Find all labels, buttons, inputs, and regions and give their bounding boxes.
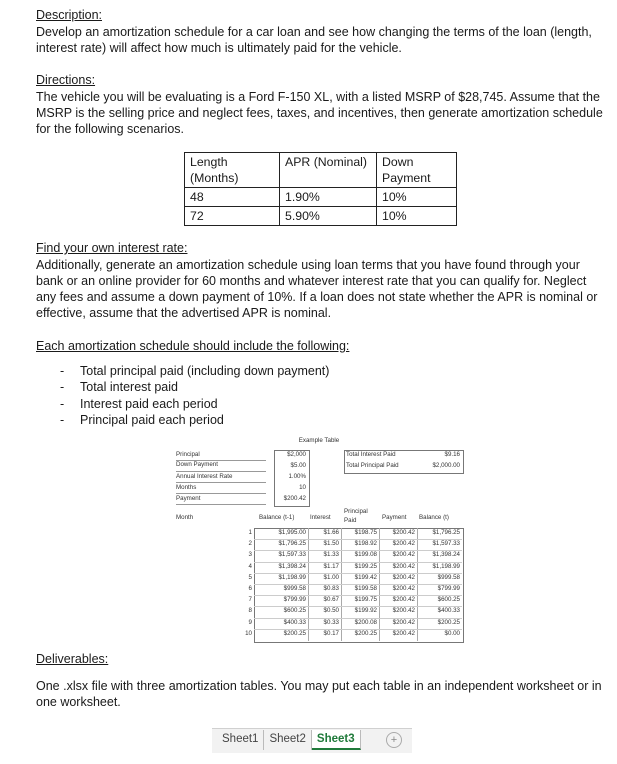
schedule-cell: $200.42 — [392, 551, 415, 559]
schedule-cell: $1.17 — [323, 562, 339, 570]
schedule-cell: $1,597.33 — [432, 540, 460, 548]
table-header-cell: APR (Nominal) — [280, 153, 377, 188]
schedule-cell: $1,398.24 — [432, 551, 460, 559]
total-value: $9.16 — [444, 451, 460, 458]
month-cell: 1 — [248, 529, 252, 536]
table-header-cell: Down Payment — [377, 153, 457, 188]
param-label: Payment — [176, 495, 201, 502]
total-label: Total Interest Paid — [346, 451, 396, 458]
schedule-cell: $1,198.99 — [278, 573, 306, 581]
deliverables-text — [36, 678, 602, 710]
param-value: 10 — [299, 484, 306, 491]
list-item: - Interest paid each period — [60, 396, 218, 411]
schedule-cell: $200.42 — [392, 596, 415, 604]
table-cell: 72 — [185, 207, 280, 226]
description-line: interest rate) will affect how much is ultimately paid for the vehicle. — [36, 41, 402, 55]
schedule-cell: $1,796.25 — [278, 540, 306, 548]
table-cell: 10% — [377, 207, 457, 226]
directions-line: for the following scenarios. — [36, 122, 184, 136]
table-cell: 5.90% — [280, 207, 377, 226]
schedule-cell: $999.58 — [283, 585, 306, 592]
schedule-cell: $1,198.99 — [432, 562, 460, 570]
divider — [176, 471, 266, 472]
table-row — [185, 153, 457, 188]
schedule-cell: $0.17 — [323, 629, 339, 637]
param-label: Months — [176, 484, 197, 491]
param-label: Down Payment — [176, 461, 218, 468]
month-cell: 10 — [245, 629, 252, 637]
month-cell: 8 — [248, 607, 252, 615]
row-divider — [254, 629, 462, 630]
own-rate-text — [36, 257, 597, 321]
schedule-cell: $200.42 — [392, 573, 415, 581]
schedule-cell: $199.08 — [354, 551, 377, 559]
description-text — [36, 24, 592, 56]
schedule-header: Month — [176, 514, 194, 521]
row-divider — [254, 618, 462, 619]
sheet-tabs — [217, 730, 361, 750]
divider — [176, 504, 266, 505]
directions-heading: Directions: — [36, 73, 96, 87]
row-divider — [254, 584, 462, 585]
directions-line: The vehicle you will be evaluating is a Ford F-150 XL, with a listed MSRP of $28,745. Assume that the — [36, 90, 600, 104]
schedule-cell: $1.66 — [323, 529, 339, 536]
row-divider — [254, 550, 462, 551]
deliverables-line: One .xlsx file with three amortization tables. You may put each table in an independent worksheet or in — [36, 679, 602, 693]
schedule-cell: $200.25 — [354, 629, 377, 637]
scenario-table — [184, 152, 457, 226]
schedule-cell: $600.25 — [283, 607, 306, 615]
schedule-cell: $199.92 — [354, 607, 377, 615]
row-divider — [254, 595, 462, 596]
table-cell: 48 — [185, 188, 280, 207]
table-cell: 1.90% — [280, 188, 377, 207]
param-value: $2,000 — [287, 451, 306, 458]
own-rate-line: bank or an online provider for 60 months and whatever interest rate that you can qualify for. Neglect — [36, 274, 587, 288]
schedule-cell: $199.25 — [354, 562, 377, 570]
directions-text — [36, 89, 603, 137]
param-value: 1.00% — [288, 473, 306, 480]
row-divider — [254, 562, 462, 563]
schedule-cell: $1.00 — [323, 573, 339, 581]
schedule-cell: $200.25 — [437, 618, 460, 626]
schedule-cell: $1,995.00 — [278, 529, 306, 536]
deliverables-heading: Deliverables: — [36, 652, 109, 666]
divider — [176, 482, 266, 483]
table-cell: 10% — [377, 188, 457, 207]
schedule-cell: $200.42 — [392, 607, 415, 615]
schedule-header: Balance (t) — [419, 514, 449, 521]
deliverables-line: one worksheet. — [36, 695, 121, 709]
schedule-cell: $799.99 — [437, 585, 460, 592]
param-label: Annual Interest Rate — [176, 473, 233, 480]
schedule-header: Interest — [310, 514, 331, 521]
list-item: - Total interest paid — [60, 380, 178, 395]
param-value: $5.00 — [290, 462, 306, 469]
table-row — [185, 207, 457, 226]
schedule-cell: $199.75 — [354, 596, 377, 604]
row-divider — [254, 573, 462, 574]
schedule-include-list — [60, 363, 329, 428]
description-line: Develop an amortization schedule for a car loan and see how changing the terms of the loan (length, — [36, 25, 592, 39]
table-row — [185, 188, 457, 207]
schedule-cell: $0.33 — [323, 618, 339, 626]
schedule-cell: $0.83 — [323, 585, 339, 592]
schedule-cell: $200.42 — [392, 585, 415, 592]
row-divider — [254, 606, 462, 607]
schedule-cell: $200.42 — [392, 529, 415, 536]
schedule-cell: $200.42 — [392, 540, 415, 548]
sheet-tab-3[interactable]: Sheet3 — [312, 730, 361, 750]
schedule-cell: $1.33 — [323, 551, 339, 559]
schedule-header: Principal Paid — [344, 508, 368, 524]
total-value: $2,000.00 — [432, 462, 460, 469]
schedule-cell: $198.75 — [354, 529, 377, 536]
schedule-cell: $0.00 — [444, 629, 460, 637]
schedule-header: Balance (t-1) — [259, 514, 295, 521]
total-label: Total Principal Paid — [346, 462, 399, 469]
month-cell: 2 — [248, 540, 252, 548]
month-cell: 5 — [248, 573, 252, 581]
schedule-cell: $1,398.24 — [278, 562, 306, 570]
schedule-header: Payment — [382, 514, 407, 521]
schedule-cell: $400.33 — [437, 607, 460, 615]
schedule-cell: $999.58 — [437, 573, 460, 581]
schedule-cell: $200.42 — [392, 562, 415, 570]
own-rate-line: Additionally, generate an amortization schedule using loan terms that you have found through your — [36, 258, 580, 272]
add-sheet-button[interactable]: + — [386, 732, 402, 748]
schedule-cell: $199.42 — [354, 573, 377, 581]
list-item: - Principal paid each period — [60, 412, 224, 427]
schedule-cell: $1,597.33 — [278, 551, 306, 559]
divider — [176, 460, 266, 461]
schedule-cell: $200.25 — [283, 629, 306, 637]
schedule-cell: $200.42 — [392, 618, 415, 626]
row-divider — [254, 539, 462, 540]
month-cell: 7 — [248, 596, 252, 604]
own-rate-line: effective, assume that the advertised APR is nominal. — [36, 306, 332, 320]
param-label: Principal — [176, 451, 200, 458]
example-table-image — [174, 436, 464, 644]
sheet-tab-2[interactable]: Sheet2 — [264, 730, 311, 750]
table-header-cell: Length (Months) — [185, 153, 280, 188]
schedule-cell: $1,796.25 — [432, 529, 460, 536]
example-title: Example Table — [298, 437, 340, 444]
schedule-cell: $799.99 — [283, 596, 306, 604]
sheet-tab-1[interactable]: Sheet1 — [217, 730, 264, 750]
schedule-cell: $198.92 — [354, 540, 377, 548]
schedule-cell: $0.67 — [323, 596, 339, 604]
schedule-cell: $400.33 — [283, 618, 306, 626]
month-cell: 6 — [248, 585, 252, 592]
divider — [176, 493, 266, 494]
own-rate-line: any fees and assume a down payment of 10%. If a loan does not state whether the APR is nominal or — [36, 290, 598, 304]
schedule-include-heading: Each amortization schedule should include the following: — [36, 339, 350, 353]
schedule-cell: $0.50 — [323, 607, 339, 615]
param-value: $200.42 — [283, 495, 306, 502]
description-heading: Description: — [36, 8, 102, 22]
month-cell: 3 — [248, 551, 252, 559]
schedule-cell: $200.08 — [354, 618, 377, 626]
own-rate-heading: Find your own interest rate: — [36, 241, 188, 255]
schedule-cell: $200.42 — [392, 629, 415, 637]
schedule-cell: $199.58 — [354, 585, 377, 592]
month-cell: 9 — [248, 618, 252, 626]
schedule-cell: $600.25 — [437, 596, 460, 604]
directions-line: MSRP is the selling price and neglect fees, taxes, and incentives, then generate amortization schedule — [36, 106, 603, 120]
list-item: - Total principal paid (including down payment) — [60, 364, 330, 378]
month-cell: 4 — [248, 562, 252, 570]
schedule-cell: $1.50 — [323, 540, 339, 548]
